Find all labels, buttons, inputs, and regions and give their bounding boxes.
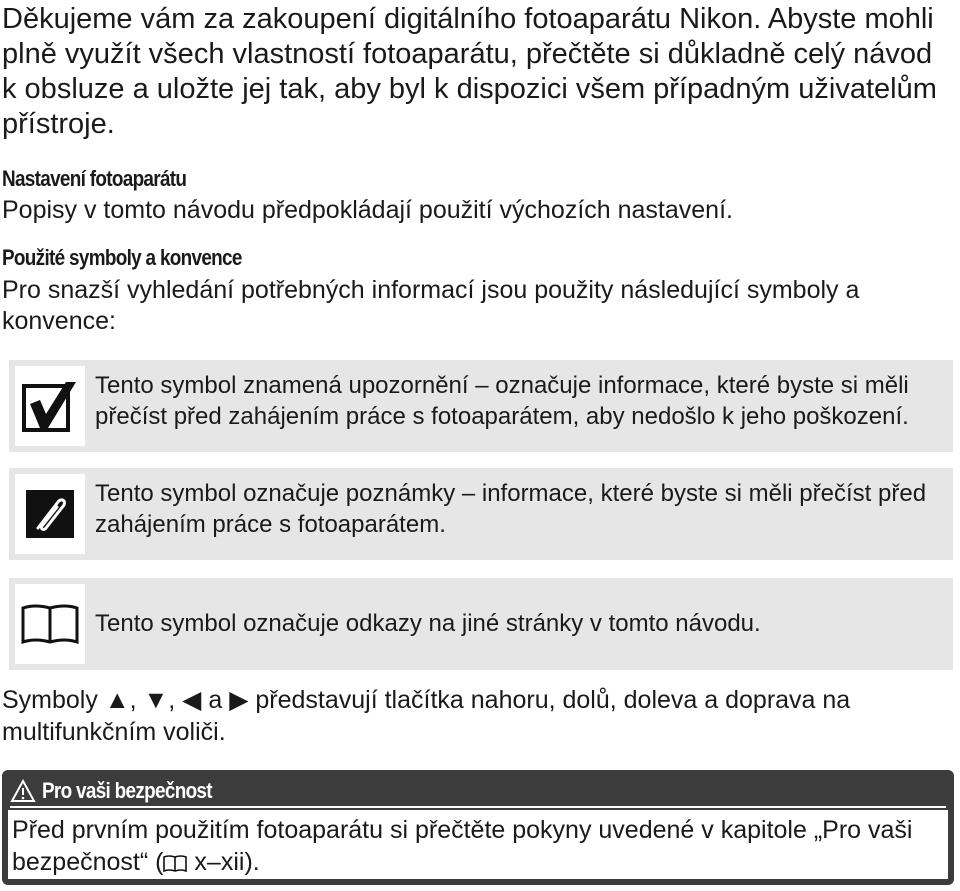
arrows-rest: představují tlačítka nahoru, dolů, doleva a doprava na multifunkčním voliči. <box>2 686 851 746</box>
settings-heading: Nastavení fotoaparátu <box>2 166 187 191</box>
memo-note-text: Tento symbol označuje poznámky – informace, které byste si měli přečíst před zahájením práce s fotoaparátem. <box>95 480 927 538</box>
reference-note-text: Tento symbol označuje odkazy na jiné stránky v tomto návodu. <box>95 610 761 637</box>
memo-note-box <box>9 468 953 560</box>
safety-page-ref[interactable]: x–xii <box>187 848 245 876</box>
arrow-left-icon: ◀ <box>182 686 202 714</box>
safety-header <box>10 776 946 808</box>
check-icon <box>15 366 85 446</box>
safety-box <box>2 770 954 885</box>
arrow-up-icon: ▲ <box>104 686 130 714</box>
safety-title: Pro vaši bezpečnost <box>42 778 212 803</box>
warning-note-text: Tento symbol znamená upozornění – označuje informace, které byste si měli přečíst před zahájením práce s fotoaparátem, aby nedošlo k jeho poškození. <box>95 372 909 430</box>
safety-text <box>8 810 948 879</box>
arrow-right-icon: ▶ <box>229 686 249 714</box>
separator: , <box>129 686 137 714</box>
settings-text: Popisy v tomto návodu předpokládají použití výchozích nastavení. <box>2 196 733 224</box>
arrows-prefix: Symboly <box>2 686 98 714</box>
warning-note-box <box>9 360 953 452</box>
intro-paragraph: Děkujeme vám za zakoupení digitálního fotoaparátu Nikon. Abyste mohli plně využít všech vlastností fotoaparátu, přečtěte si důkladně celý návod k obsluze a uložte jej tak, aby byl k dispozici všem případným uživatelům přístroje. <box>2 3 937 140</box>
conventions-heading: Použité symboly a konvence <box>2 245 242 270</box>
arrow-down-icon: ▼ <box>143 686 169 714</box>
arrows-and: a <box>208 686 223 714</box>
separator: , <box>168 686 176 714</box>
book-icon <box>15 584 85 664</box>
book-icon <box>163 849 187 881</box>
arrows-paragraph <box>2 684 942 748</box>
reference-note-box <box>9 578 953 670</box>
safety-text-before: Před prvním použitím fotoaparátu si přečtěte pokyny uvedené v kapitole „Pro vaši bezpečnost“ ( <box>12 816 913 876</box>
conventions-text: Pro snazší vyhledání potřebných informací jsou použity následující symboly a konvence: <box>2 276 860 335</box>
warning-icon <box>10 779 36 803</box>
safety-text-after: ). <box>244 848 260 876</box>
paperclip-icon <box>15 474 85 554</box>
